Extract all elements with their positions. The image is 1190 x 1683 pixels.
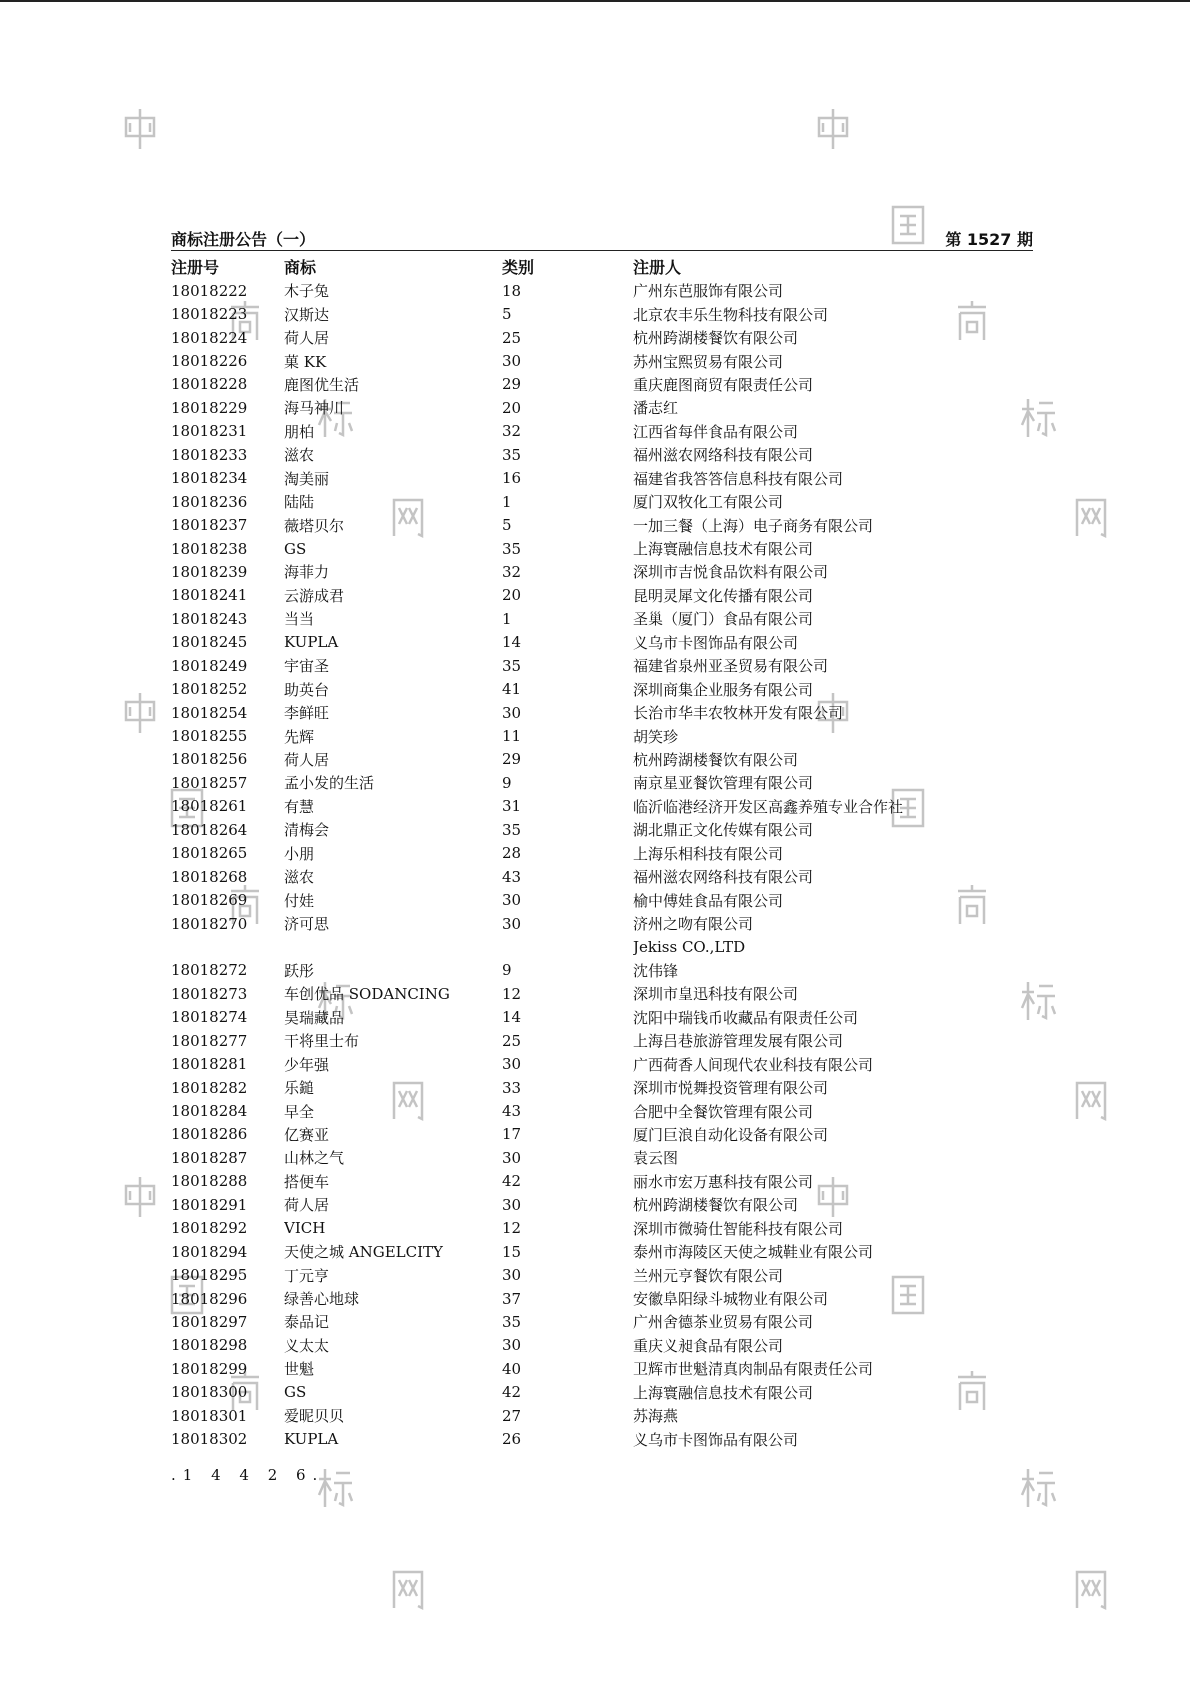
cell-class: 20 bbox=[502, 398, 522, 417]
cell-class: 25 bbox=[502, 328, 522, 347]
cell-mark: 鹿图优生活 bbox=[284, 375, 360, 394]
table-row bbox=[171, 1193, 1033, 1216]
cell-number: 18018239 bbox=[171, 562, 248, 581]
table-row bbox=[171, 631, 1033, 654]
cell-number: 18018241 bbox=[171, 586, 248, 605]
cell-mark: 搭便车 bbox=[284, 1172, 330, 1191]
cell-number: 18018257 bbox=[171, 773, 248, 792]
cell-registrant: 湖北鼎正文化传媒有限公司 bbox=[633, 821, 814, 840]
table-row bbox=[171, 1006, 1033, 1029]
cell-number: 18018265 bbox=[171, 844, 248, 863]
cell-number: 18018231 bbox=[171, 422, 248, 441]
cell-registrant: 袁云图 bbox=[633, 1149, 679, 1168]
cell-mark: 昊瑞藏品 bbox=[284, 1008, 345, 1027]
cell-mark: 荷人居 bbox=[284, 1196, 330, 1215]
table-row bbox=[171, 935, 1033, 958]
cell-registrant: 泰州市海陵区天使之城鞋业有限公司 bbox=[633, 1243, 874, 1262]
cell-number: 18018296 bbox=[171, 1289, 248, 1308]
cell-registrant: 义乌市卡图饰品有限公司 bbox=[633, 633, 799, 652]
column-header-number: 注册号 bbox=[171, 258, 220, 277]
cell-number: 18018299 bbox=[171, 1359, 248, 1378]
table-row bbox=[171, 490, 1033, 513]
cell-class: 30 bbox=[502, 1055, 522, 1074]
cell-class: 30 bbox=[502, 1148, 522, 1167]
cell-registrant: 圣巢（厦门）食品有限公司 bbox=[633, 610, 814, 629]
cell-class: 43 bbox=[502, 867, 522, 886]
table-row bbox=[171, 724, 1033, 747]
table-row bbox=[171, 513, 1033, 536]
page-header bbox=[171, 226, 1033, 251]
cell-registrant: 深圳市皇迅科技有限公司 bbox=[633, 985, 799, 1004]
cell-registrant: 义乌市卡图饰品有限公司 bbox=[633, 1430, 799, 1449]
cell-mark: 海菲力 bbox=[284, 563, 330, 582]
cell-registrant: 杭州跨湖楼餐饮有限公司 bbox=[633, 1196, 799, 1215]
cell-number: 18018301 bbox=[171, 1406, 248, 1425]
cell-mark: 荷人居 bbox=[284, 750, 330, 769]
cell-class: 1 bbox=[502, 492, 512, 511]
cell-number: 18018243 bbox=[171, 609, 248, 628]
table-row bbox=[171, 279, 1033, 302]
cell-number: 18018229 bbox=[171, 398, 248, 417]
cell-class: 15 bbox=[502, 1242, 522, 1261]
cell-number: 18018237 bbox=[171, 516, 248, 535]
cell-mark: 滋农 bbox=[284, 868, 315, 887]
cell-mark: 丁元亨 bbox=[284, 1266, 330, 1285]
cell-mark: 荷人居 bbox=[284, 329, 330, 348]
table-row bbox=[171, 1029, 1033, 1052]
cell-registrant: 北京农丰乐生物科技有限公司 bbox=[633, 305, 829, 324]
issue-number: 第 1527 期 bbox=[945, 230, 1033, 249]
cell-mark: 薇塔贝尔 bbox=[284, 516, 345, 535]
cell-number: 18018272 bbox=[171, 961, 248, 980]
cell-class: 32 bbox=[502, 422, 522, 441]
cell-mark: 乐鎚 bbox=[284, 1079, 315, 1098]
cell-number: 18018268 bbox=[171, 867, 248, 886]
cell-class: 27 bbox=[502, 1406, 522, 1425]
cell-class: 35 bbox=[502, 445, 522, 464]
cell-registrant: 济州之吻有限公司 bbox=[633, 915, 754, 934]
cell-number: 18018300 bbox=[171, 1383, 248, 1402]
table-row bbox=[171, 677, 1033, 700]
cell-mark: 滋农 bbox=[284, 446, 315, 465]
table-row bbox=[171, 771, 1033, 794]
cell-number: 18018277 bbox=[171, 1031, 248, 1050]
table-row bbox=[171, 1334, 1033, 1357]
cell-registrant: 重庆义昶食品有限公司 bbox=[633, 1336, 784, 1355]
cell-mark: 泰品记 bbox=[284, 1313, 330, 1332]
cell-registrant: 福建省泉州亚圣贸易有限公司 bbox=[633, 657, 829, 676]
watermark-biao bbox=[1018, 1465, 1058, 1511]
cell-class: 17 bbox=[502, 1125, 522, 1144]
table-row bbox=[171, 748, 1033, 771]
watermark-zhong bbox=[120, 1174, 160, 1220]
table-row bbox=[171, 1287, 1033, 1310]
cell-class: 42 bbox=[502, 1383, 522, 1402]
table-row bbox=[171, 865, 1033, 888]
cell-class: 30 bbox=[502, 891, 522, 910]
cell-mark: 李鲜旺 bbox=[284, 704, 330, 723]
cell-class: 41 bbox=[502, 680, 522, 699]
cell-number: 18018286 bbox=[171, 1125, 248, 1144]
cell-class: 11 bbox=[502, 727, 522, 746]
cell-mark: KUPLA bbox=[284, 1430, 339, 1449]
cell-number: 18018255 bbox=[171, 727, 248, 746]
cell-number: 18018222 bbox=[171, 281, 248, 300]
cell-registrant: 南京星亚餐饮管理有限公司 bbox=[633, 774, 814, 793]
cell-class: 37 bbox=[502, 1289, 522, 1308]
table-row bbox=[171, 654, 1033, 677]
cell-registrant: 厦门巨浪自动化设备有限公司 bbox=[633, 1125, 829, 1144]
cell-registrant: 苏州宝熙贸易有限公司 bbox=[633, 352, 784, 371]
table-row bbox=[171, 1404, 1033, 1427]
table-row bbox=[171, 818, 1033, 841]
table-row bbox=[171, 443, 1033, 466]
table-row bbox=[171, 420, 1033, 443]
cell-class: 40 bbox=[502, 1359, 522, 1378]
cell-mark: 爱昵贝贝 bbox=[284, 1407, 345, 1426]
table-row bbox=[171, 912, 1033, 935]
cell-registrant: 福州滋农网络科技有限公司 bbox=[633, 868, 814, 887]
cell-mark: 淘美丽 bbox=[284, 469, 330, 488]
cell-registrant: 合肥中全餐饮管理有限公司 bbox=[633, 1102, 814, 1121]
cell-mark: 小朋 bbox=[284, 844, 315, 863]
cell-number: 18018274 bbox=[171, 1008, 248, 1027]
cell-mark: 世魁 bbox=[284, 1360, 315, 1379]
cell-class: 35 bbox=[502, 656, 522, 675]
table-row bbox=[171, 842, 1033, 865]
cell-mark: GS bbox=[284, 539, 307, 558]
cell-class: 33 bbox=[502, 1078, 522, 1097]
cell-mark: 天使之城 ANGELCITY bbox=[284, 1243, 443, 1262]
cell-mark: 山林之气 bbox=[284, 1149, 345, 1168]
cell-registrant: 沈阳中瑞钱币收藏品有限责任公司 bbox=[633, 1008, 859, 1027]
cell-registrant: 深圳市悦舞投资管理有限公司 bbox=[633, 1079, 829, 1098]
cell-class: 18 bbox=[502, 281, 522, 300]
cell-registrant: 江西省每伴食品有限公司 bbox=[633, 422, 799, 441]
cell-number: 18018288 bbox=[171, 1172, 248, 1191]
announcement-page bbox=[171, 226, 1033, 1451]
table-row bbox=[171, 1310, 1033, 1333]
cell-registrant: 重庆鹿图商贸有限责任公司 bbox=[633, 375, 814, 394]
cell-mark: VICH bbox=[284, 1219, 326, 1238]
cell-registrant: 胡笑珍 bbox=[633, 727, 679, 746]
cell-class: 35 bbox=[502, 1312, 522, 1331]
cell-number: 18018287 bbox=[171, 1148, 248, 1167]
watermark-wang bbox=[1071, 1566, 1111, 1612]
table-row bbox=[171, 1076, 1033, 1099]
cell-registrant: 兰州元亨餐饮有限公司 bbox=[633, 1266, 784, 1285]
cell-number: 18018238 bbox=[171, 539, 248, 558]
table-row bbox=[171, 959, 1033, 982]
cell-number: 18018226 bbox=[171, 352, 248, 371]
cell-number: 18018302 bbox=[171, 1430, 248, 1449]
cell-mark: 早全 bbox=[284, 1102, 315, 1121]
cell-registrant: 长治市华丰农牧林开发有限公司 bbox=[633, 704, 844, 723]
cell-number: 18018292 bbox=[171, 1219, 248, 1238]
cell-registrant: 榆中傅娃食品有限公司 bbox=[633, 891, 784, 910]
table-row bbox=[171, 1123, 1033, 1146]
cell-registrant: 上海吕巷旅游管理发展有限公司 bbox=[633, 1032, 844, 1051]
cell-number: 18018228 bbox=[171, 375, 248, 394]
cell-number: 18018284 bbox=[171, 1102, 248, 1121]
table-row bbox=[171, 373, 1033, 396]
table-row bbox=[171, 326, 1033, 349]
table-row bbox=[171, 1217, 1033, 1240]
cell-registrant: 广州东芭服饰有限公司 bbox=[633, 282, 784, 301]
table-row bbox=[171, 1240, 1033, 1263]
cell-number: 18018264 bbox=[171, 820, 248, 839]
cell-mark: 少年强 bbox=[284, 1055, 330, 1074]
cell-registrant: 深圳市吉悦食品饮料有限公司 bbox=[633, 563, 829, 582]
cell-class: 14 bbox=[502, 1008, 522, 1027]
cell-mark: 当当 bbox=[284, 610, 315, 629]
cell-mark: 先辉 bbox=[284, 727, 315, 746]
cell-number: 18018269 bbox=[171, 891, 248, 910]
cell-class: 30 bbox=[502, 1266, 522, 1285]
cell-registrant: 昆明灵犀文化传播有限公司 bbox=[633, 586, 814, 605]
cell-mark: 助英台 bbox=[284, 680, 330, 699]
cell-registrant: 厦门双牧化工有限公司 bbox=[633, 493, 784, 512]
cell-registrant: 深圳市微骑仕智能科技有限公司 bbox=[633, 1219, 844, 1238]
cell-class: 20 bbox=[502, 586, 522, 605]
table-row bbox=[171, 560, 1033, 583]
cell-class: 26 bbox=[502, 1430, 522, 1449]
cell-mark: KUPLA bbox=[284, 633, 339, 652]
watermark-wang bbox=[388, 1566, 428, 1612]
cell-class: 12 bbox=[502, 984, 522, 1003]
cell-registrant: 上海寰融信息技术有限公司 bbox=[633, 540, 814, 559]
cell-registrant: 安徽阜阳绿斗城物业有限公司 bbox=[633, 1290, 829, 1309]
table-row bbox=[171, 396, 1033, 419]
cell-registrant: 临沂临港经济开发区高鑫养殖专业合作社 bbox=[633, 797, 904, 816]
cell-registrant: 杭州跨湖楼餐饮有限公司 bbox=[633, 329, 799, 348]
cell-registrant: 广西荷香人间现代农业科技有限公司 bbox=[633, 1055, 874, 1074]
cell-mark: 木子兔 bbox=[284, 282, 330, 301]
cell-registrant: 杭州跨湖楼餐饮有限公司 bbox=[633, 750, 799, 769]
cell-number: 18018249 bbox=[171, 656, 248, 675]
cell-mark: 绿善心地球 bbox=[284, 1290, 360, 1309]
cell-mark: 朋柏 bbox=[284, 422, 315, 441]
cell-class: 30 bbox=[502, 703, 522, 722]
cell-mark: 宇宙圣 bbox=[284, 657, 330, 676]
cell-class: 5 bbox=[502, 305, 512, 324]
table-row bbox=[171, 302, 1033, 325]
watermark-zhong bbox=[813, 106, 853, 152]
table-header bbox=[171, 254, 1033, 279]
cell-class: 35 bbox=[502, 539, 522, 558]
cell-mark: 陆陆 bbox=[284, 493, 315, 512]
table-row bbox=[171, 1381, 1033, 1404]
watermark-wang bbox=[1071, 494, 1111, 540]
cell-registrant: 卫辉市世魁清真肉制品有限责任公司 bbox=[633, 1360, 874, 1379]
cell-class: 31 bbox=[502, 797, 522, 816]
table-row bbox=[171, 1052, 1033, 1075]
cell-registrant: 上海寰融信息技术有限公司 bbox=[633, 1383, 814, 1402]
cell-number: 18018261 bbox=[171, 797, 248, 816]
cell-class: 9 bbox=[502, 773, 512, 792]
cell-registrant: 福建省我答答信息科技有限公司 bbox=[633, 469, 844, 488]
cell-number: 18018224 bbox=[171, 328, 248, 347]
watermark-zhong bbox=[120, 690, 160, 736]
cell-mark: 义太太 bbox=[284, 1336, 330, 1355]
table-row bbox=[171, 982, 1033, 1005]
table-row bbox=[171, 467, 1033, 490]
cell-registrant: 福州滋农网络科技有限公司 bbox=[633, 446, 814, 465]
cell-registrant: 深圳商集企业服务有限公司 bbox=[633, 680, 814, 699]
column-header-mark: 商标 bbox=[284, 258, 317, 277]
cell-mark: 云游成君 bbox=[284, 586, 345, 605]
cell-class: 30 bbox=[502, 1195, 522, 1214]
cell-registrant: 广州舍德茶业贸易有限公司 bbox=[633, 1313, 814, 1332]
table-body bbox=[171, 279, 1033, 1451]
cell-number: 18018273 bbox=[171, 984, 248, 1003]
cell-number: 18018295 bbox=[171, 1266, 248, 1285]
cell-registrant: 丽水市宏万惠科技有限公司 bbox=[633, 1172, 814, 1191]
table-row bbox=[171, 1170, 1033, 1193]
cell-class: 28 bbox=[502, 844, 522, 863]
cell-class: 9 bbox=[502, 961, 512, 980]
cell-class: 25 bbox=[502, 1031, 522, 1050]
table-row bbox=[171, 1146, 1033, 1169]
cell-number: 18018254 bbox=[171, 703, 248, 722]
table-row bbox=[171, 1263, 1033, 1286]
cell-number: 18018294 bbox=[171, 1242, 248, 1261]
cell-class: 1 bbox=[502, 609, 512, 628]
cell-mark: 有慧 bbox=[284, 797, 315, 816]
cell-class: 30 bbox=[502, 1336, 522, 1355]
table-row bbox=[171, 1099, 1033, 1122]
cell-number: 18018291 bbox=[171, 1195, 248, 1214]
cell-number: 18018297 bbox=[171, 1312, 248, 1331]
cell-mark: 车创优品 SODANCING bbox=[284, 985, 450, 1004]
cell-mark: 付娃 bbox=[284, 891, 315, 910]
cell-class: 35 bbox=[502, 820, 522, 839]
cell-number: 18018298 bbox=[171, 1336, 248, 1355]
cell-class: 43 bbox=[502, 1102, 522, 1121]
cell-mark: 汉斯达 bbox=[284, 305, 330, 324]
cell-registrant: Jekiss CO.,LTD bbox=[633, 937, 746, 956]
watermark-zhong bbox=[120, 106, 160, 152]
table-row bbox=[171, 537, 1033, 560]
table-row bbox=[171, 349, 1033, 372]
cell-mark: 亿赛亚 bbox=[284, 1125, 330, 1144]
table-row bbox=[171, 584, 1033, 607]
cell-registrant: 一加三餐（上海）电子商务有限公司 bbox=[633, 516, 874, 535]
top-border-line bbox=[0, 0, 1190, 2]
cell-mark: 海马神川 bbox=[284, 399, 345, 418]
column-header-registrant: 注册人 bbox=[633, 258, 682, 277]
table-row bbox=[171, 1427, 1033, 1450]
cell-class: 29 bbox=[502, 375, 522, 394]
cell-mark: 干将里士布 bbox=[284, 1032, 360, 1051]
cell-number: 18018252 bbox=[171, 680, 248, 699]
table-row bbox=[171, 795, 1033, 818]
cell-registrant: 上海乐相科技有限公司 bbox=[633, 844, 784, 863]
watermark-wang bbox=[1071, 1077, 1111, 1123]
cell-number: 18018223 bbox=[171, 305, 248, 324]
cell-mark: 菓 KK bbox=[284, 352, 327, 371]
cell-mark: GS bbox=[284, 1383, 307, 1402]
cell-registrant: 沈伟锋 bbox=[633, 961, 679, 980]
cell-class: 32 bbox=[502, 562, 522, 581]
page-title: 商标注册公告（一） bbox=[171, 230, 316, 249]
cell-number: 18018270 bbox=[171, 914, 248, 933]
cell-class: 5 bbox=[502, 516, 512, 535]
cell-number: 18018233 bbox=[171, 445, 248, 464]
cell-mark: 跃彤 bbox=[284, 961, 315, 980]
cell-class: 12 bbox=[502, 1219, 522, 1238]
cell-mark: 孟小发的生活 bbox=[284, 774, 375, 793]
cell-class: 16 bbox=[502, 469, 522, 488]
cell-number: 18018236 bbox=[171, 492, 248, 511]
cell-registrant: 潘志红 bbox=[633, 399, 679, 418]
cell-number: 18018256 bbox=[171, 750, 248, 769]
column-header-class: 类别 bbox=[502, 258, 535, 277]
table-row bbox=[171, 701, 1033, 724]
table-row bbox=[171, 888, 1033, 911]
cell-mark: 济可思 bbox=[284, 915, 330, 934]
cell-registrant: 苏海燕 bbox=[633, 1407, 679, 1426]
cell-number: 18018245 bbox=[171, 633, 248, 652]
table-row bbox=[171, 1357, 1033, 1380]
cell-number: 18018281 bbox=[171, 1055, 248, 1074]
table-row bbox=[171, 607, 1033, 630]
cell-class: 29 bbox=[502, 750, 522, 769]
cell-class: 42 bbox=[502, 1172, 522, 1191]
cell-class: 30 bbox=[502, 914, 522, 933]
cell-number: 18018234 bbox=[171, 469, 248, 488]
cell-number: 18018282 bbox=[171, 1078, 248, 1097]
cell-class: 14 bbox=[502, 633, 522, 652]
cell-class: 30 bbox=[502, 352, 522, 371]
cell-mark: 清梅会 bbox=[284, 821, 330, 840]
page-number: .1 4 4 2 6. bbox=[171, 1466, 325, 1484]
